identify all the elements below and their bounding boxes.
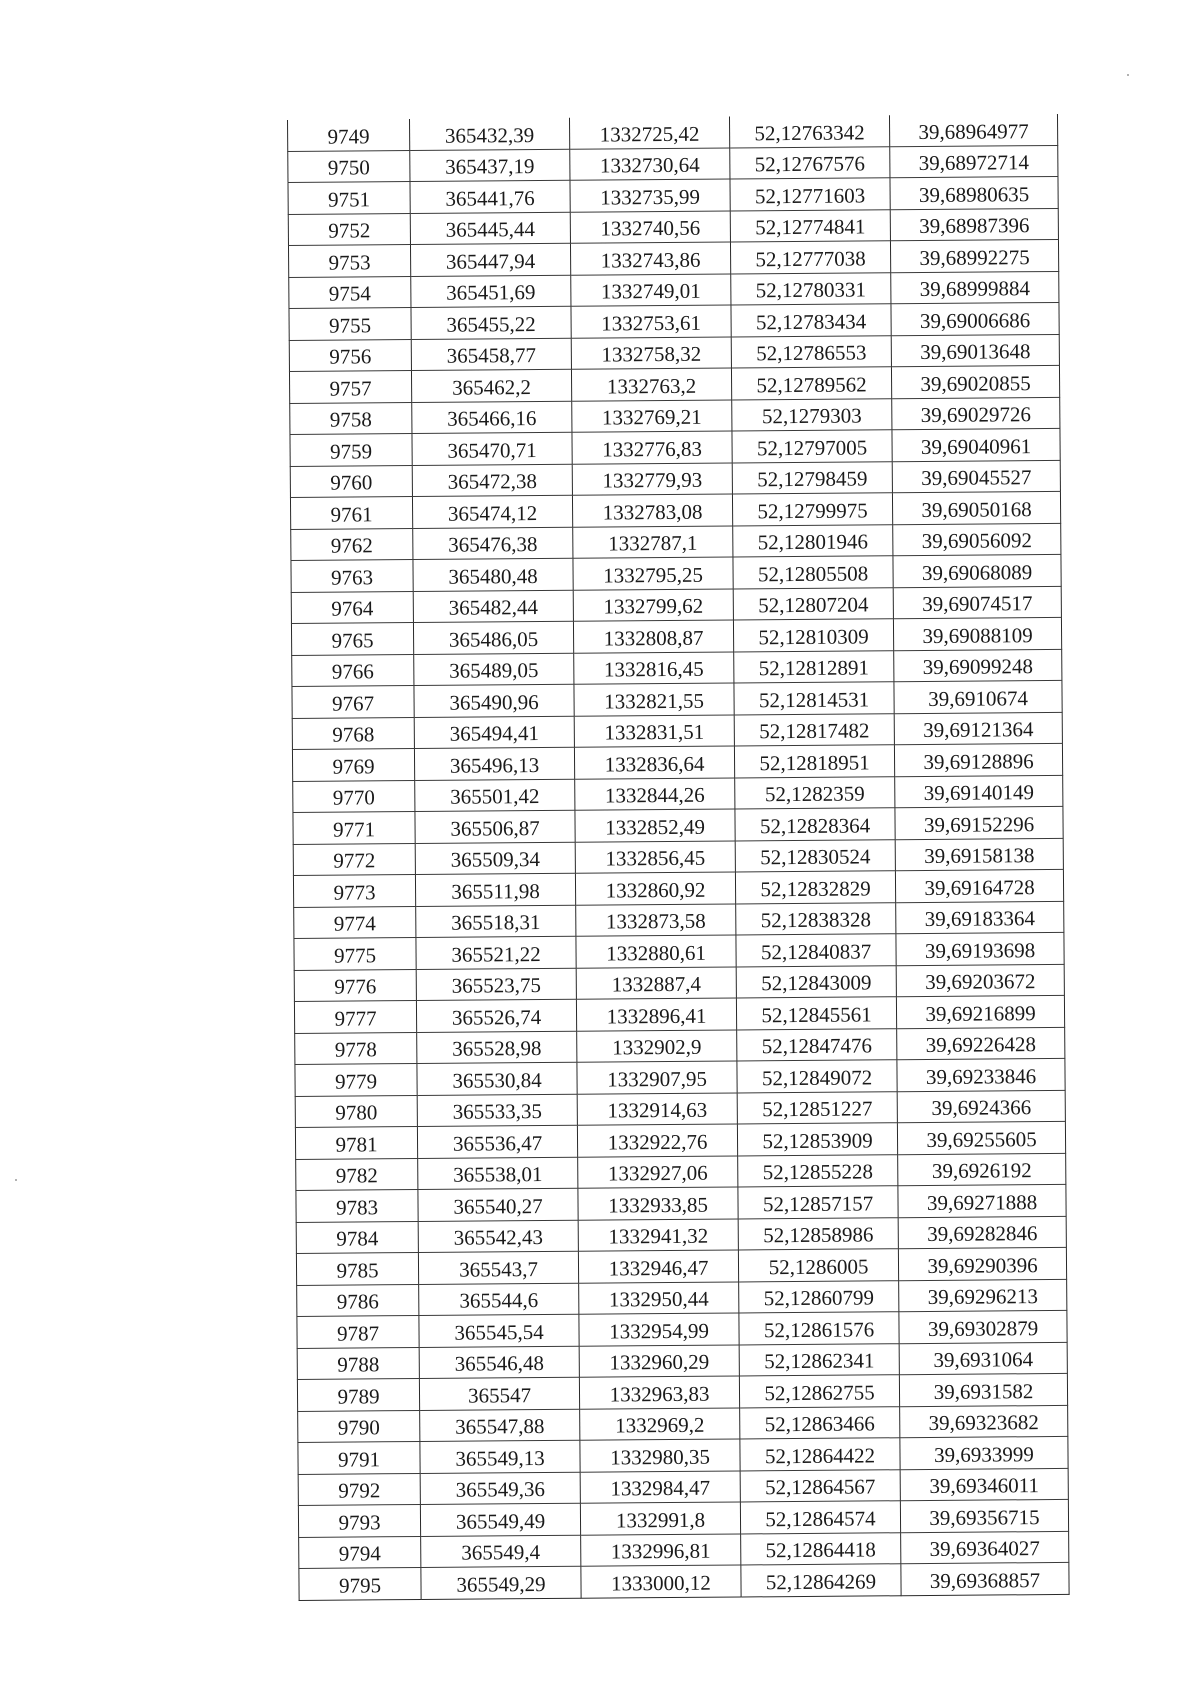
coord-x-cell: 365511,98 [415, 873, 575, 906]
point-number-cell: 9782 [296, 1158, 418, 1190]
longitude-cell: 39,6910674 [894, 680, 1062, 713]
coord-y-cell: 1332914,63 [577, 1092, 737, 1125]
table-row [290, 460, 1060, 498]
coord-x-cell: 365445,44 [410, 212, 570, 245]
latitude-cell: 52,12853909 [737, 1123, 897, 1156]
latitude-cell: 52,12830524 [735, 839, 895, 872]
coord-x-cell: 365441,76 [410, 180, 570, 213]
table-row [293, 869, 1063, 907]
latitude-cell: 52,12858986 [738, 1217, 898, 1250]
latitude-cell: 52,12810309 [733, 619, 893, 652]
latitude-cell: 52,12832829 [735, 871, 895, 904]
longitude-cell: 39,69346011 [900, 1468, 1068, 1501]
longitude-cell: 39,69368857 [901, 1562, 1069, 1595]
latitude-cell: 52,12786553 [731, 335, 891, 368]
latitude-cell: 52,12864422 [740, 1438, 900, 1471]
table-row [298, 1468, 1068, 1506]
coord-y-cell: 1332730,64 [570, 148, 730, 181]
coord-x-cell: 365549,36 [420, 1472, 580, 1505]
longitude-cell: 39,6931582 [899, 1373, 1067, 1406]
latitude-cell: 52,1279303 [732, 398, 892, 431]
coord-x-cell: 365549,4 [421, 1535, 581, 1568]
point-number-cell: 9756 [289, 339, 411, 371]
latitude-cell: 52,12801946 [733, 524, 893, 557]
latitude-cell: 52,12799975 [732, 493, 892, 526]
latitude-cell: 52,12817482 [734, 713, 894, 746]
latitude-cell: 52,12855228 [738, 1154, 898, 1187]
coord-y-cell: 1332836,64 [574, 746, 734, 779]
table-row [289, 365, 1059, 403]
coord-x-cell: 365521,22 [416, 936, 576, 969]
point-number-cell: 9778 [295, 1032, 417, 1064]
longitude-cell: 39,69183364 [896, 901, 1064, 934]
table-row [289, 334, 1059, 372]
coord-x-cell: 365545,54 [419, 1314, 579, 1347]
latitude-cell: 52,12814531 [734, 682, 894, 715]
table-row [289, 302, 1059, 340]
coord-x-cell: 365549,49 [420, 1503, 580, 1536]
longitude-cell: 39,69356715 [900, 1499, 1068, 1532]
point-number-cell: 9766 [292, 654, 414, 686]
coord-x-cell: 365544,6 [419, 1283, 579, 1316]
table-row [297, 1279, 1067, 1317]
coord-x-cell: 365509,34 [415, 842, 575, 875]
coord-y-cell: 1332927,06 [578, 1155, 738, 1188]
longitude-cell: 39,69203672 [896, 964, 1064, 997]
latitude-cell: 52,12797005 [732, 430, 892, 463]
longitude-cell: 39,69099248 [894, 649, 1062, 682]
coord-y-cell: 1332821,55 [574, 683, 734, 716]
latitude-cell: 52,12763342 [729, 115, 889, 147]
latitude-cell: 52,12838328 [736, 902, 896, 935]
table-row [290, 397, 1060, 435]
coord-y-cell: 1332880,61 [576, 935, 736, 968]
point-number-cell: 9760 [290, 465, 412, 497]
longitude-cell: 39,69290396 [898, 1247, 1066, 1280]
table-row [294, 901, 1064, 939]
longitude-cell: 39,69068089 [893, 554, 1061, 587]
point-number-cell: 9750 [288, 150, 410, 182]
longitude-cell: 39,69323682 [900, 1405, 1068, 1438]
coord-y-cell: 1332743,86 [570, 242, 730, 275]
coord-y-cell: 1332735,99 [570, 179, 730, 212]
coord-x-cell: 365494,41 [414, 716, 574, 749]
longitude-cell: 39,69255605 [897, 1121, 1065, 1154]
coord-y-cell: 1332896,41 [576, 998, 736, 1031]
coord-x-cell: 365476,38 [413, 527, 573, 560]
table-row [293, 775, 1063, 813]
coord-y-cell: 1332799,62 [573, 589, 733, 622]
coord-x-cell: 365489,05 [414, 653, 574, 686]
point-number-cell: 9753 [288, 245, 410, 277]
table-row [288, 239, 1058, 277]
coord-y-cell: 1332725,42 [569, 117, 729, 149]
coord-y-cell: 1332740,56 [570, 211, 730, 244]
coord-x-cell: 365549,13 [420, 1440, 580, 1473]
longitude-cell: 39,69164728 [895, 869, 1063, 902]
point-number-cell: 9793 [298, 1504, 420, 1536]
longitude-cell: 39,69364027 [901, 1531, 1069, 1564]
point-number-cell: 9795 [299, 1567, 421, 1599]
table-row [298, 1436, 1068, 1474]
longitude-cell: 39,69121364 [894, 712, 1062, 745]
point-number-cell: 9788 [297, 1347, 419, 1379]
coord-x-cell: 365523,75 [416, 968, 576, 1001]
longitude-cell: 39,69128896 [894, 743, 1062, 776]
latitude-cell: 52,12807204 [733, 587, 893, 620]
coord-y-cell: 1332980,35 [580, 1439, 740, 1472]
longitude-cell: 39,69282846 [898, 1216, 1066, 1249]
coord-x-cell: 365490,96 [414, 684, 574, 717]
latitude-cell: 52,12862341 [739, 1343, 899, 1376]
longitude-cell: 39,69013648 [891, 334, 1059, 367]
scan-speck [1127, 74, 1129, 76]
coord-x-cell: 365472,38 [412, 464, 572, 497]
coord-x-cell: 365547 [419, 1377, 579, 1410]
point-number-cell: 9774 [294, 906, 416, 938]
point-number-cell: 9767 [292, 686, 414, 718]
latitude-cell: 52,12864269 [741, 1564, 901, 1597]
coord-y-cell: 1332852,49 [575, 809, 735, 842]
coord-x-cell: 365496,13 [414, 747, 574, 780]
coordinates-table-body [287, 114, 1069, 1600]
point-number-cell: 9775 [294, 938, 416, 970]
coord-y-cell: 1333000,12 [581, 1565, 741, 1598]
longitude-cell: 39,69074517 [893, 586, 1061, 619]
longitude-cell: 39,6933999 [900, 1436, 1068, 1469]
longitude-cell: 39,69006686 [891, 302, 1059, 335]
latitude-cell: 52,1286005 [738, 1249, 898, 1282]
table-row [293, 806, 1063, 844]
point-number-cell: 9762 [291, 528, 413, 560]
coord-y-cell: 1332954,99 [579, 1313, 739, 1346]
latitude-cell: 52,12777038 [730, 241, 890, 274]
coord-y-cell: 1332763,2 [571, 368, 731, 401]
coord-x-cell: 365480,48 [413, 558, 573, 591]
point-number-cell: 9791 [298, 1441, 420, 1473]
coord-y-cell: 1332960,29 [579, 1344, 739, 1377]
table-row [290, 428, 1060, 466]
coord-y-cell: 1332860,92 [575, 872, 735, 905]
coord-y-cell: 1332844,26 [575, 778, 735, 811]
latitude-cell: 52,12812891 [734, 650, 894, 683]
coord-y-cell: 1332969,2 [580, 1407, 740, 1440]
longitude-cell: 39,69050168 [892, 491, 1060, 524]
coord-y-cell: 1332769,21 [572, 400, 732, 433]
coord-x-cell: 365447,94 [410, 243, 570, 276]
coord-x-cell: 365533,35 [417, 1094, 577, 1127]
coord-x-cell: 365538,01 [418, 1157, 578, 1190]
point-number-cell: 9787 [297, 1316, 419, 1348]
point-number-cell: 9751 [288, 182, 410, 214]
coord-x-cell: 365462,2 [411, 369, 571, 402]
point-number-cell: 9772 [293, 843, 415, 875]
coord-y-cell: 1332783,08 [572, 494, 732, 527]
scan-speck [15, 1179, 17, 1181]
latitude-cell: 52,12780331 [731, 272, 891, 305]
point-number-cell: 9790 [298, 1410, 420, 1442]
table-row [294, 932, 1064, 970]
longitude-cell: 39,68992275 [890, 239, 1058, 272]
longitude-cell: 39,6926192 [898, 1153, 1066, 1186]
coord-y-cell: 1332991,8 [580, 1502, 740, 1535]
coord-y-cell: 1332950,44 [579, 1281, 739, 1314]
longitude-cell: 39,69140149 [895, 775, 1063, 808]
coord-x-cell: 365547,88 [420, 1409, 580, 1442]
coord-x-cell: 365528,98 [417, 1031, 577, 1064]
point-number-cell: 9789 [297, 1378, 419, 1410]
point-number-cell: 9749 [287, 119, 409, 151]
latitude-cell: 52,12828364 [735, 808, 895, 841]
table-row [297, 1373, 1067, 1411]
latitude-cell: 52,12767576 [730, 146, 890, 179]
longitude-cell: 39,68987396 [890, 208, 1058, 241]
point-number-cell: 9786 [297, 1284, 419, 1316]
latitude-cell: 52,12845561 [736, 997, 896, 1030]
latitude-cell: 52,12860799 [739, 1280, 899, 1313]
longitude-cell: 39,68999884 [891, 271, 1059, 304]
point-number-cell: 9770 [293, 780, 415, 812]
longitude-cell: 39,69271888 [898, 1184, 1066, 1217]
latitude-cell: 52,1282359 [735, 776, 895, 809]
coord-y-cell: 1332787,1 [573, 526, 733, 559]
longitude-cell: 39,68964977 [889, 114, 1057, 146]
point-number-cell: 9771 [293, 812, 415, 844]
coord-x-cell: 365530,84 [417, 1062, 577, 1095]
coord-x-cell: 365474,12 [412, 495, 572, 528]
coord-y-cell: 1332776,83 [572, 431, 732, 464]
latitude-cell: 52,12789562 [731, 367, 891, 400]
coord-y-cell: 1332856,45 [575, 841, 735, 874]
coordinates-table [287, 114, 1070, 1601]
point-number-cell: 9781 [295, 1127, 417, 1159]
point-number-cell: 9754 [289, 276, 411, 308]
coord-x-cell: 365526,74 [416, 999, 576, 1032]
coord-y-cell: 1332887,4 [576, 966, 736, 999]
coord-x-cell: 365458,77 [411, 338, 571, 371]
longitude-cell: 39,69158138 [895, 838, 1063, 871]
latitude-cell: 52,12818951 [734, 745, 894, 778]
coord-x-cell: 365482,44 [413, 590, 573, 623]
point-number-cell: 9768 [292, 717, 414, 749]
longitude-cell: 39,6924366 [897, 1090, 1065, 1123]
point-number-cell: 9794 [299, 1536, 421, 1568]
table-row [299, 1562, 1069, 1600]
latitude-cell: 52,12798459 [732, 461, 892, 494]
latitude-cell: 52,12864418 [741, 1532, 901, 1565]
coord-x-cell: 365540,27 [418, 1188, 578, 1221]
coord-x-cell: 365549,29 [421, 1566, 581, 1599]
coord-y-cell: 1332933,85 [578, 1187, 738, 1220]
point-number-cell: 9792 [298, 1473, 420, 1505]
coord-y-cell: 1332902,9 [577, 1029, 737, 1062]
point-number-cell: 9785 [296, 1253, 418, 1285]
coord-y-cell: 1332753,61 [571, 305, 731, 338]
point-number-cell: 9773 [293, 875, 415, 907]
longitude-cell: 39,69216899 [896, 995, 1064, 1028]
latitude-cell: 52,12840837 [736, 934, 896, 967]
point-number-cell: 9784 [296, 1221, 418, 1253]
latitude-cell: 52,12849072 [737, 1060, 897, 1093]
point-number-cell: 9757 [289, 371, 411, 403]
point-number-cell: 9761 [290, 497, 412, 529]
coord-y-cell: 1332941,32 [578, 1218, 738, 1251]
point-number-cell: 9780 [295, 1095, 417, 1127]
latitude-cell: 52,12857157 [738, 1186, 898, 1219]
point-number-cell: 9758 [290, 402, 412, 434]
coord-x-cell: 365455,22 [411, 306, 571, 339]
coord-y-cell: 1332907,95 [577, 1061, 737, 1094]
point-number-cell: 9776 [294, 969, 416, 1001]
point-number-cell: 9759 [290, 434, 412, 466]
table-row [294, 964, 1064, 1002]
coord-y-cell: 1332996,81 [581, 1533, 741, 1566]
latitude-cell: 52,12805508 [733, 556, 893, 589]
coord-y-cell: 1332816,45 [574, 652, 734, 685]
point-number-cell: 9769 [292, 749, 414, 781]
latitude-cell: 52,12861576 [739, 1312, 899, 1345]
longitude-cell: 39,69056092 [893, 523, 1061, 556]
table-row [297, 1310, 1067, 1348]
coord-y-cell: 1332795,25 [573, 557, 733, 590]
point-number-cell: 9755 [289, 308, 411, 340]
coord-x-cell: 365466,16 [412, 401, 572, 434]
longitude-cell: 39,68980635 [890, 176, 1058, 209]
coord-x-cell: 365501,42 [415, 779, 575, 812]
coord-y-cell: 1332922,76 [577, 1124, 737, 1157]
longitude-cell: 39,69302879 [899, 1310, 1067, 1343]
longitude-cell: 39,69233846 [897, 1058, 1065, 1091]
point-number-cell: 9779 [295, 1064, 417, 1096]
coord-y-cell: 1332873,58 [576, 904, 736, 937]
coord-y-cell: 1332984,47 [580, 1470, 740, 1503]
latitude-cell: 52,12862755 [739, 1375, 899, 1408]
coord-y-cell: 1332749,01 [571, 274, 731, 307]
latitude-cell: 52,12771603 [730, 178, 890, 211]
longitude-cell: 39,68972714 [890, 145, 1058, 178]
latitude-cell: 52,12851227 [737, 1091, 897, 1124]
coord-y-cell: 1332808,87 [573, 620, 733, 653]
longitude-cell: 39,69152296 [895, 806, 1063, 839]
latitude-cell: 52,12847476 [737, 1028, 897, 1061]
coord-x-cell: 365451,69 [411, 275, 571, 308]
latitude-cell: 52,12863466 [740, 1406, 900, 1439]
point-number-cell: 9752 [288, 213, 410, 245]
longitude-cell: 39,69088109 [893, 617, 1061, 650]
point-number-cell: 9777 [294, 1001, 416, 1033]
point-number-cell: 9763 [291, 560, 413, 592]
longitude-cell: 39,69045527 [892, 460, 1060, 493]
coord-x-cell: 365437,19 [410, 149, 570, 182]
latitude-cell: 52,12864567 [740, 1469, 900, 1502]
point-number-cell: 9783 [296, 1190, 418, 1222]
coord-x-cell: 365518,31 [416, 905, 576, 938]
coord-x-cell: 365432,39 [409, 118, 569, 150]
latitude-cell: 52,12843009 [736, 965, 896, 998]
latitude-cell: 52,12774841 [730, 209, 890, 242]
point-number-cell: 9764 [291, 591, 413, 623]
coord-y-cell: 1332779,93 [572, 463, 732, 496]
table-row [293, 838, 1063, 876]
coord-x-cell: 365486,05 [413, 621, 573, 654]
coord-x-cell: 365506,87 [415, 810, 575, 843]
longitude-cell: 39,69226428 [897, 1027, 1065, 1060]
longitude-cell: 39,69193698 [896, 932, 1064, 965]
table-row [297, 1342, 1067, 1380]
coord-x-cell: 365542,43 [418, 1220, 578, 1253]
coord-y-cell: 1332758,32 [571, 337, 731, 370]
longitude-cell: 39,69029726 [892, 397, 1060, 430]
coord-x-cell: 365546,48 [419, 1346, 579, 1379]
coord-x-cell: 365536,47 [417, 1125, 577, 1158]
coord-x-cell: 365470,71 [412, 432, 572, 465]
coord-x-cell: 365543,7 [418, 1251, 578, 1284]
table-row [298, 1405, 1068, 1443]
point-number-cell: 9765 [291, 623, 413, 655]
longitude-cell: 39,69296213 [899, 1279, 1067, 1312]
latitude-cell: 52,12783434 [731, 304, 891, 337]
latitude-cell: 52,12864574 [740, 1501, 900, 1534]
longitude-cell: 39,6931064 [899, 1342, 1067, 1375]
longitude-cell: 39,69040961 [892, 428, 1060, 461]
coord-y-cell: 1332946,47 [578, 1250, 738, 1283]
coord-y-cell: 1332963,83 [579, 1376, 739, 1409]
table-row [289, 271, 1059, 309]
longitude-cell: 39,69020855 [891, 365, 1059, 398]
coord-y-cell: 1332831,51 [574, 715, 734, 748]
